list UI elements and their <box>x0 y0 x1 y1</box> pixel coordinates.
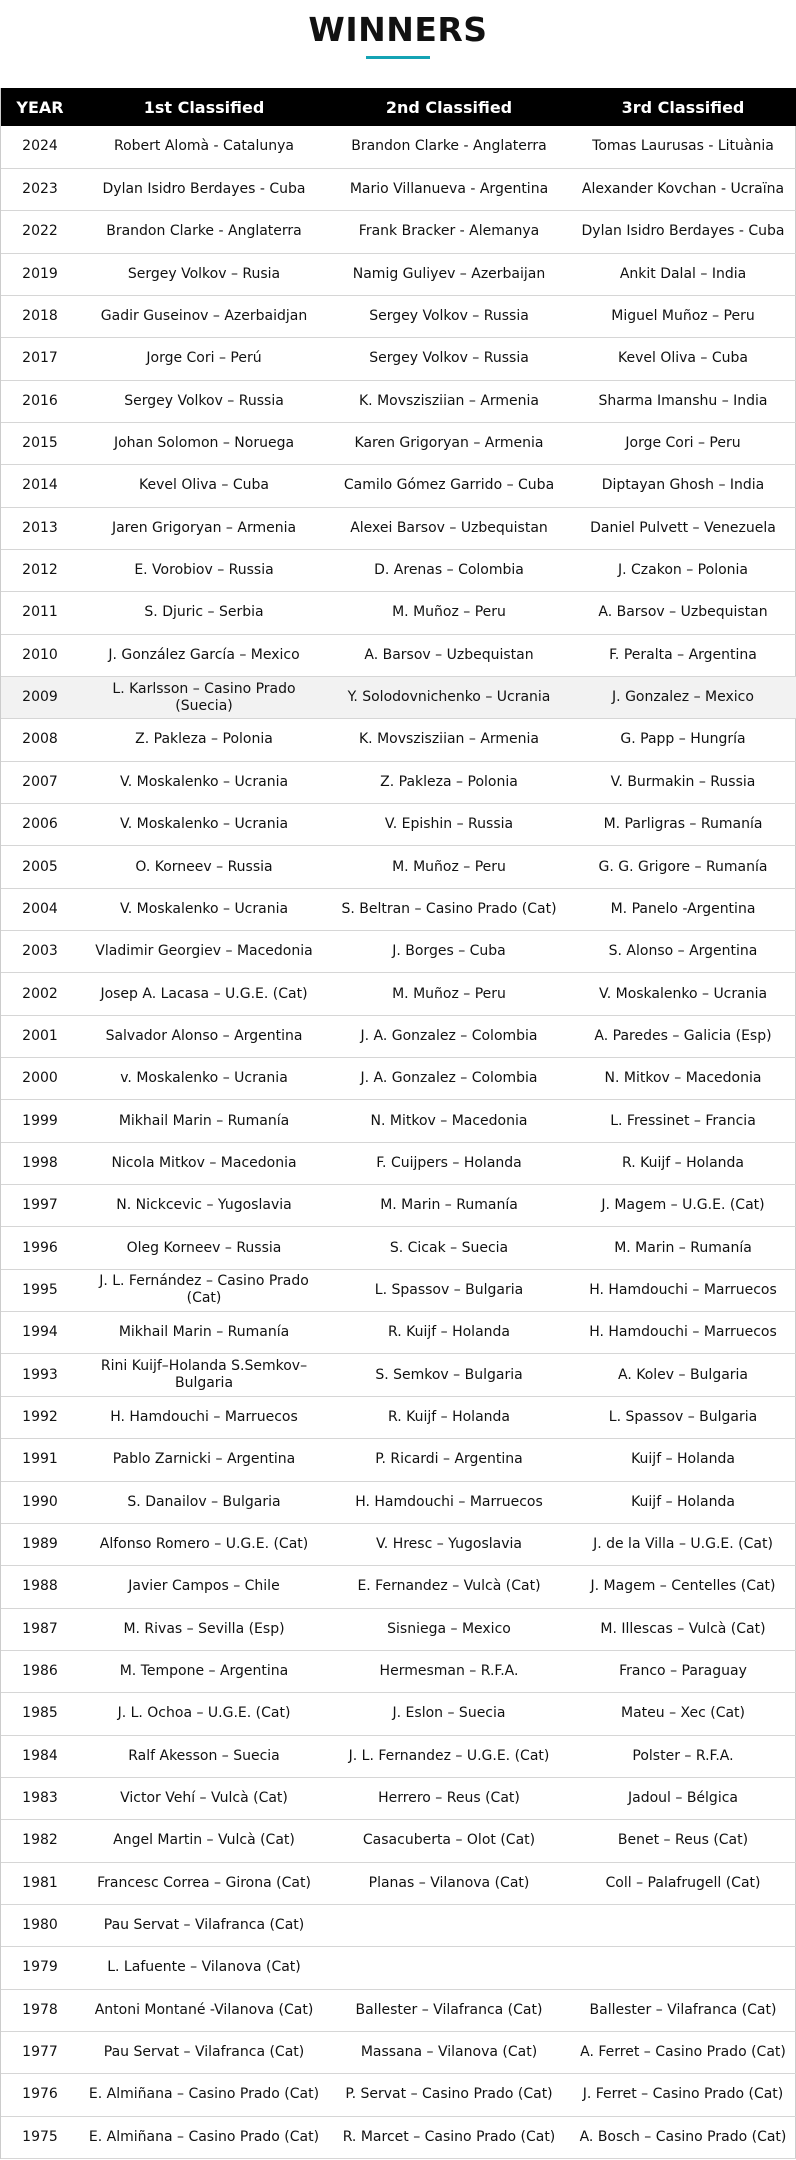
cell-first-classified: M. Rivas – Sevilla (Esp) <box>79 1608 329 1650</box>
cell-year: 1994 <box>1 1312 79 1354</box>
cell-second-classified: V. Hresc – Yugoslavia <box>329 1523 569 1565</box>
cell-third-classified: Polster – R.F.A. <box>569 1735 796 1777</box>
cell-first-classified: J. L. Ochoa – U.G.E. (Cat) <box>79 1693 329 1735</box>
cell-year: 2011 <box>1 592 79 634</box>
cell-year: 2010 <box>1 634 79 676</box>
cell-third-classified: Sharma Imanshu – India <box>569 380 796 422</box>
table-row <box>1 634 796 676</box>
table-row <box>1 1481 796 1523</box>
cell-third-classified: J. de la Villa – U.G.E. (Cat) <box>569 1523 796 1565</box>
column-header-third: 3rd Classified <box>621 97 745 117</box>
cell-year: 2000 <box>1 1058 79 1100</box>
cell-second-classified: P. Ricardi – Argentina <box>329 1439 569 1481</box>
table-row <box>1 1100 796 1142</box>
cell-year: 1989 <box>1 1523 79 1565</box>
cell-year: 2017 <box>1 338 79 380</box>
table-row <box>1 888 796 930</box>
table-row <box>1 1058 796 1100</box>
cell-first-classified: H. Hamdouchi – Marruecos <box>79 1396 329 1438</box>
table-row <box>1 973 796 1015</box>
cell-third-classified: Miguel Muñoz – Peru <box>569 295 796 337</box>
cell-third-classified <box>569 1947 796 1989</box>
cell-year: 2024 <box>1 126 79 168</box>
cell-third-classified: F. Peralta – Argentina <box>569 634 796 676</box>
cell-third-classified: S. Alonso – Argentina <box>569 931 796 973</box>
cell-third-classified: G. Papp – Hungría <box>569 719 796 761</box>
cell-second-classified: Brandon Clarke - Anglaterra <box>329 126 569 168</box>
cell-third-classified: V. Moskalenko – Ucrania <box>569 973 796 1015</box>
cell-second-classified: S. Semkov – Bulgaria <box>329 1354 569 1396</box>
cell-second-classified: Casacuberta – Olot (Cat) <box>329 1820 569 1862</box>
cell-third-classified: Ankit Dalal – India <box>569 253 796 295</box>
cell-first-classified: Josep A. Lacasa – U.G.E. (Cat) <box>79 973 329 1015</box>
table-row <box>1 1523 796 1565</box>
table-row <box>1 168 796 210</box>
cell-second-classified: K. Movszisziian – Armenia <box>329 380 569 422</box>
cell-second-classified: Frank Bracker - Alemanya <box>329 211 569 253</box>
cell-year: 1991 <box>1 1439 79 1481</box>
cell-year: 2003 <box>1 931 79 973</box>
cell-second-classified: H. Hamdouchi – Marruecos <box>329 1481 569 1523</box>
table-row <box>1 1269 796 1311</box>
table-row <box>1 1904 796 1946</box>
cell-third-classified: Alexander Kovchan - Ucraïna <box>569 168 796 210</box>
cell-second-classified: Sergey Volkov – Russia <box>329 338 569 380</box>
cell-year: 1993 <box>1 1354 79 1396</box>
cell-second-classified: J. A. Gonzalez – Colombia <box>329 1058 569 1100</box>
cell-third-classified: A. Paredes – Galicia (Esp) <box>569 1015 796 1057</box>
cell-third-classified: R. Kuijf – Holanda <box>569 1142 796 1184</box>
cell-first-classified: Javier Campos – Chile <box>79 1566 329 1608</box>
cell-year: 1988 <box>1 1566 79 1608</box>
cell-third-classified: Franco – Paraguay <box>569 1650 796 1692</box>
cell-second-classified: R. Marcet – Casino Prado (Cat) <box>329 2116 569 2158</box>
column-header-year: YEAR <box>16 97 64 117</box>
table-row <box>1 1227 796 1269</box>
cell-second-classified: E. Fernandez – Vulcà (Cat) <box>329 1566 569 1608</box>
table-row <box>1 1989 796 2031</box>
cell-second-classified: S. Beltran – Casino Prado (Cat) <box>329 888 569 930</box>
cell-first-classified: Rini Kuijf–Holanda S.Semkov–Bulgaria <box>79 1354 329 1396</box>
cell-year: 2002 <box>1 973 79 1015</box>
cell-first-classified: v. Moskalenko – Ucrania <box>79 1058 329 1100</box>
table-row <box>1 1185 796 1227</box>
cell-third-classified: J. Czakon – Polonia <box>569 549 796 591</box>
table-row <box>1 592 796 634</box>
cell-year: 1982 <box>1 1820 79 1862</box>
cell-second-classified: M. Muñoz – Peru <box>329 973 569 1015</box>
cell-first-classified: O. Korneev – Russia <box>79 846 329 888</box>
cell-year: 2008 <box>1 719 79 761</box>
cell-third-classified: G. G. Grigore – Rumanía <box>569 846 796 888</box>
table-row <box>1 126 796 168</box>
cell-first-classified: Robert Alomà - Catalunya <box>79 126 329 168</box>
cell-third-classified: Kevel Oliva – Cuba <box>569 338 796 380</box>
cell-second-classified: Massana – Vilanova (Cat) <box>329 2031 569 2073</box>
table-row <box>1 719 796 761</box>
cell-first-classified: Salvador Alonso – Argentina <box>79 1015 329 1057</box>
cell-first-classified: J. González García – Mexico <box>79 634 329 676</box>
cell-year: 1990 <box>1 1481 79 1523</box>
cell-third-classified: J. Ferret – Casino Prado (Cat) <box>569 2074 796 2116</box>
cell-year: 1984 <box>1 1735 79 1777</box>
table-row <box>1 1608 796 1650</box>
table-row <box>1 549 796 591</box>
table-row <box>1 1566 796 1608</box>
cell-first-classified: M. Tempone – Argentina <box>79 1650 329 1692</box>
cell-year: 2009 <box>1 676 79 718</box>
table-row <box>1 931 796 973</box>
cell-second-classified: Hermesman – R.F.A. <box>329 1650 569 1692</box>
cell-first-classified: Gadir Guseinov – Azerbaidjan <box>79 295 329 337</box>
cell-year: 2006 <box>1 804 79 846</box>
cell-third-classified: J. Magem – Centelles (Cat) <box>569 1566 796 1608</box>
table-row <box>1 295 796 337</box>
cell-first-classified: Pablo Zarnicki – Argentina <box>79 1439 329 1481</box>
cell-third-classified: Jadoul – Bélgica <box>569 1777 796 1819</box>
cell-first-classified: L. Karlsson – Casino Prado (Suecia) <box>79 676 329 718</box>
cell-second-classified: Namig Guliyev – Azerbaijan <box>329 253 569 295</box>
cell-second-classified: Camilo Gómez Garrido – Cuba <box>329 465 569 507</box>
table-row <box>1 1777 796 1819</box>
cell-third-classified: A. Ferret – Casino Prado (Cat) <box>569 2031 796 2073</box>
cell-second-classified: Herrero – Reus (Cat) <box>329 1777 569 1819</box>
winners-table <box>1 88 796 2159</box>
title-underline <box>366 56 430 59</box>
table-row <box>1 1735 796 1777</box>
cell-third-classified: L. Spassov – Bulgaria <box>569 1396 796 1438</box>
table-row <box>1 761 796 803</box>
cell-third-classified: M. Parligras – Rumanía <box>569 804 796 846</box>
cell-second-classified: S. Cicak – Suecia <box>329 1227 569 1269</box>
cell-year: 2007 <box>1 761 79 803</box>
cell-third-classified: M. Marin – Rumanía <box>569 1227 796 1269</box>
table-row <box>1 380 796 422</box>
cell-third-classified: Tomas Laurusas - Lituània <box>569 126 796 168</box>
table-row <box>1 253 796 295</box>
cell-first-classified: Mikhail Marin – Rumanía <box>79 1312 329 1354</box>
cell-third-classified: Coll – Palafrugell (Cat) <box>569 1862 796 1904</box>
table-header-row <box>1 88 796 126</box>
table-row <box>1 507 796 549</box>
table-row <box>1 1354 796 1396</box>
cell-second-classified: Sisniega – Mexico <box>329 1608 569 1650</box>
cell-year: 1998 <box>1 1142 79 1184</box>
cell-third-classified: A. Bosch – Casino Prado (Cat) <box>569 2116 796 2158</box>
cell-third-classified: Daniel Pulvett – Venezuela <box>569 507 796 549</box>
cell-second-classified: Y. Solodovnichenko – Ucrania <box>329 676 569 718</box>
cell-year: 2004 <box>1 888 79 930</box>
table-row <box>1 338 796 380</box>
cell-year: 1999 <box>1 1100 79 1142</box>
cell-first-classified: Vladimir Georgiev – Macedonia <box>79 931 329 973</box>
cell-first-classified: Brandon Clarke - Anglaterra <box>79 211 329 253</box>
cell-second-classified: K. Movszisziian – Armenia <box>329 719 569 761</box>
cell-year: 1986 <box>1 1650 79 1692</box>
cell-third-classified: J. Magem – U.G.E. (Cat) <box>569 1185 796 1227</box>
cell-year: 2001 <box>1 1015 79 1057</box>
cell-first-classified: Pau Servat – Vilafranca (Cat) <box>79 2031 329 2073</box>
cell-second-classified: P. Servat – Casino Prado (Cat) <box>329 2074 569 2116</box>
cell-year: 2019 <box>1 253 79 295</box>
cell-third-classified: M. Panelo -Argentina <box>569 888 796 930</box>
cell-first-classified: S. Danailov – Bulgaria <box>79 1481 329 1523</box>
cell-second-classified: J. A. Gonzalez – Colombia <box>329 1015 569 1057</box>
cell-third-classified: Diptayan Ghosh – India <box>569 465 796 507</box>
cell-first-classified: Oleg Korneev – Russia <box>79 1227 329 1269</box>
cell-second-classified: N. Mitkov – Macedonia <box>329 1100 569 1142</box>
cell-first-classified: Jorge Cori – Perú <box>79 338 329 380</box>
cell-first-classified: Ralf Akesson – Suecia <box>79 1735 329 1777</box>
cell-first-classified: Sergey Volkov – Rusia <box>79 253 329 295</box>
table-row <box>1 211 796 253</box>
cell-third-classified: Kuijf – Holanda <box>569 1481 796 1523</box>
table-row <box>1 804 796 846</box>
cell-second-classified: Sergey Volkov – Russia <box>329 295 569 337</box>
cell-third-classified: J. Gonzalez – Mexico <box>569 676 796 718</box>
cell-first-classified: Dylan Isidro Berdayes - Cuba <box>79 168 329 210</box>
cell-first-classified: Victor Vehí – Vulcà (Cat) <box>79 1777 329 1819</box>
cell-year: 2013 <box>1 507 79 549</box>
cell-year: 1975 <box>1 2116 79 2158</box>
cell-first-classified: E. Almiñana – Casino Prado (Cat) <box>79 2074 329 2116</box>
cell-third-classified: M. Illescas – Vulcà (Cat) <box>569 1608 796 1650</box>
cell-first-classified: Alfonso Romero – U.G.E. (Cat) <box>79 1523 329 1565</box>
cell-second-classified: M. Marin – Rumanía <box>329 1185 569 1227</box>
page-title: WINNERS <box>308 10 488 49</box>
cell-year: 2023 <box>1 168 79 210</box>
cell-third-classified: L. Fressinet – Francia <box>569 1100 796 1142</box>
cell-year: 1987 <box>1 1608 79 1650</box>
cell-third-classified: N. Mitkov – Macedonia <box>569 1058 796 1100</box>
cell-second-classified: F. Cuijpers – Holanda <box>329 1142 569 1184</box>
cell-year: 2014 <box>1 465 79 507</box>
table-row <box>1 2116 796 2158</box>
cell-first-classified: Pau Servat – Vilafranca (Cat) <box>79 1904 329 1946</box>
cell-first-classified: Z. Pakleza – Polonia <box>79 719 329 761</box>
cell-third-classified: Dylan Isidro Berdayes - Cuba <box>569 211 796 253</box>
cell-first-classified: J. L. Fernández – Casino Prado (Cat) <box>79 1269 329 1311</box>
cell-first-classified: Johan Solomon – Noruega <box>79 422 329 464</box>
cell-first-classified: Angel Martin – Vulcà (Cat) <box>79 1820 329 1862</box>
table-row <box>1 1947 796 1989</box>
cell-first-classified: Mikhail Marin – Rumanía <box>79 1100 329 1142</box>
cell-third-classified: Benet – Reus (Cat) <box>569 1820 796 1862</box>
cell-third-classified: Mateu – Xec (Cat) <box>569 1693 796 1735</box>
cell-first-classified: Nicola Mitkov – Macedonia <box>79 1142 329 1184</box>
cell-first-classified: Jaren Grigoryan – Armenia <box>79 507 329 549</box>
cell-second-classified: Ballester – Vilafranca (Cat) <box>329 1989 569 2031</box>
cell-second-classified: Alexei Barsov – Uzbequistan <box>329 507 569 549</box>
winners-table-wrapper <box>0 88 796 2159</box>
column-header-second: 2nd Classified <box>385 97 513 117</box>
column-header-first: 1st Classified <box>143 97 265 117</box>
cell-second-classified: M. Muñoz – Peru <box>329 846 569 888</box>
cell-year: 2015 <box>1 422 79 464</box>
cell-first-classified: L. Lafuente – Vilanova (Cat) <box>79 1947 329 1989</box>
cell-year: 1977 <box>1 2031 79 2073</box>
cell-year: 1983 <box>1 1777 79 1819</box>
cell-first-classified: Sergey Volkov – Russia <box>79 380 329 422</box>
page-header <box>0 0 796 88</box>
cell-second-classified: L. Spassov – Bulgaria <box>329 1269 569 1311</box>
cell-year: 1995 <box>1 1269 79 1311</box>
cell-first-classified: V. Moskalenko – Ucrania <box>79 761 329 803</box>
cell-year: 2016 <box>1 380 79 422</box>
cell-year: 1979 <box>1 1947 79 1989</box>
table-row <box>1 1142 796 1184</box>
cell-second-classified: D. Arenas – Colombia <box>329 549 569 591</box>
cell-second-classified: Mario Villanueva - Argentina <box>329 168 569 210</box>
cell-first-classified: E. Almiñana – Casino Prado (Cat) <box>79 2116 329 2158</box>
cell-year: 1981 <box>1 1862 79 1904</box>
cell-year: 1980 <box>1 1904 79 1946</box>
cell-second-classified: A. Barsov – Uzbequistan <box>329 634 569 676</box>
cell-third-classified: A. Barsov – Uzbequistan <box>569 592 796 634</box>
table-row <box>1 1650 796 1692</box>
cell-second-classified: Z. Pakleza – Polonia <box>329 761 569 803</box>
cell-third-classified: V. Burmakin – Russia <box>569 761 796 803</box>
table-row <box>1 1312 796 1354</box>
table-row <box>1 1820 796 1862</box>
cell-second-classified: V. Epishin – Russia <box>329 804 569 846</box>
table-row <box>1 1396 796 1438</box>
table-row <box>1 1439 796 1481</box>
table-row <box>1 2074 796 2116</box>
cell-first-classified: V. Moskalenko – Ucrania <box>79 888 329 930</box>
cell-year: 2022 <box>1 211 79 253</box>
table-row <box>1 465 796 507</box>
cell-year: 1976 <box>1 2074 79 2116</box>
cell-third-classified: A. Kolev – Bulgaria <box>569 1354 796 1396</box>
cell-second-classified: Planas – Vilanova (Cat) <box>329 1862 569 1904</box>
cell-third-classified: Kuijf – Holanda <box>569 1439 796 1481</box>
cell-second-classified <box>329 1947 569 1989</box>
cell-third-classified: H. Hamdouchi – Marruecos <box>569 1312 796 1354</box>
cell-third-classified: H. Hamdouchi – Marruecos <box>569 1269 796 1311</box>
cell-year: 1996 <box>1 1227 79 1269</box>
cell-second-classified: R. Kuijf – Holanda <box>329 1312 569 1354</box>
table-row <box>1 2031 796 2073</box>
cell-second-classified: R. Kuijf – Holanda <box>329 1396 569 1438</box>
table-row <box>1 1862 796 1904</box>
table-row <box>1 422 796 464</box>
cell-first-classified: N. Nickcevic – Yugoslavia <box>79 1185 329 1227</box>
table-row <box>1 1015 796 1057</box>
cell-first-classified: V. Moskalenko – Ucrania <box>79 804 329 846</box>
cell-first-classified: Kevel Oliva – Cuba <box>79 465 329 507</box>
cell-first-classified: S. Djuric – Serbia <box>79 592 329 634</box>
cell-first-classified: Francesc Correa – Girona (Cat) <box>79 1862 329 1904</box>
table-row <box>1 846 796 888</box>
cell-second-classified <box>329 1904 569 1946</box>
cell-year: 2012 <box>1 549 79 591</box>
table-body <box>1 126 796 2159</box>
cell-year: 1985 <box>1 1693 79 1735</box>
cell-third-classified <box>569 1904 796 1946</box>
cell-second-classified: J. Borges – Cuba <box>329 931 569 973</box>
table-row <box>1 676 796 718</box>
cell-year: 1978 <box>1 1989 79 2031</box>
cell-year: 1992 <box>1 1396 79 1438</box>
cell-year: 2018 <box>1 295 79 337</box>
cell-first-classified: E. Vorobiov – Russia <box>79 549 329 591</box>
cell-year: 2005 <box>1 846 79 888</box>
cell-second-classified: J. Eslon – Suecia <box>329 1693 569 1735</box>
table-row <box>1 1693 796 1735</box>
cell-third-classified: Jorge Cori – Peru <box>569 422 796 464</box>
cell-second-classified: Karen Grigoryan – Armenia <box>329 422 569 464</box>
cell-year: 1997 <box>1 1185 79 1227</box>
cell-second-classified: M. Muñoz – Peru <box>329 592 569 634</box>
cell-second-classified: J. L. Fernandez – U.G.E. (Cat) <box>329 1735 569 1777</box>
cell-first-classified: Antoni Montané -Vilanova (Cat) <box>79 1989 329 2031</box>
cell-third-classified: Ballester – Vilafranca (Cat) <box>569 1989 796 2031</box>
